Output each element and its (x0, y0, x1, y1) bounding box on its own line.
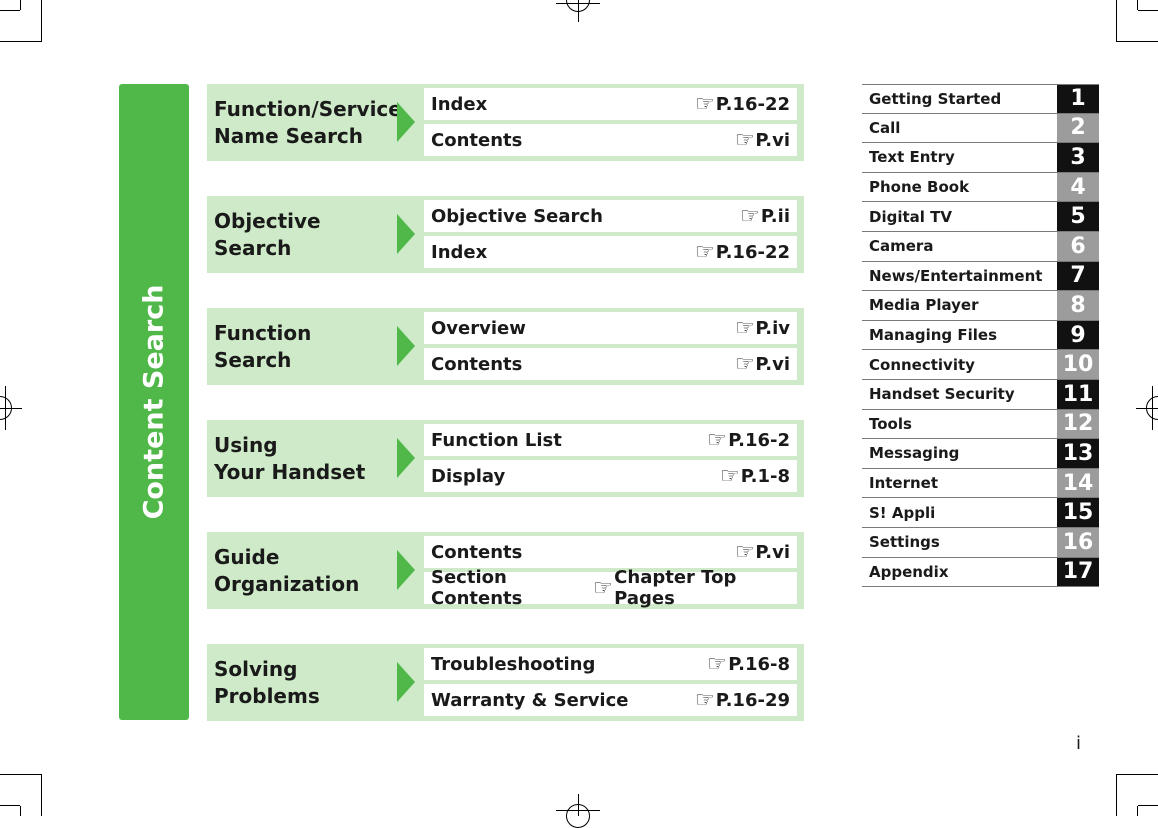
arrow-right-icon (397, 662, 415, 702)
row-name: Contents (431, 129, 523, 151)
search-row-link[interactable] (424, 236, 797, 268)
reference-text: P.ii (760, 205, 790, 227)
reference-text: P.16-22 (715, 93, 790, 115)
search-row-link[interactable] (424, 124, 797, 156)
chapter-item[interactable] (862, 143, 1099, 173)
chapter-item[interactable] (862, 528, 1099, 558)
chapter-item[interactable] (862, 173, 1099, 203)
reference-text: P.vi (755, 353, 790, 375)
chapter-item[interactable] (862, 291, 1099, 321)
page-reference[interactable] (740, 204, 790, 229)
search-group-using-handset (207, 420, 804, 497)
chapter-item[interactable] (862, 262, 1099, 292)
row-name: Contents (431, 353, 523, 375)
chapter-item[interactable] (862, 84, 1099, 114)
row-name: Overview (431, 317, 526, 339)
chapter-number: 3 (1057, 143, 1099, 172)
page-reference[interactable] (695, 688, 790, 713)
arrow-right-icon (397, 326, 415, 366)
chapter-name: Internet (869, 474, 939, 493)
chapter-item[interactable] (862, 321, 1099, 351)
group-label: Guide Organization (214, 544, 360, 596)
chapter-name: Digital TV (869, 207, 952, 226)
chapter-number: 14 (1057, 469, 1099, 498)
search-row-link[interactable] (424, 567, 797, 609)
arrow-right-icon (397, 438, 415, 478)
group-label: Function/Service Name Search (214, 96, 402, 148)
page-reference[interactable] (735, 540, 790, 565)
row-name: Display (431, 465, 506, 487)
search-row-link[interactable] (424, 312, 797, 344)
search-row-link[interactable] (424, 88, 797, 120)
chapter-number: 8 (1057, 291, 1099, 320)
chapter-name: Phone Book (869, 178, 970, 197)
reference-text: P.16-8 (728, 653, 790, 675)
chapter-item[interactable] (862, 469, 1099, 499)
reference-text: P.16-22 (715, 241, 790, 263)
page-reference[interactable] (695, 240, 790, 265)
search-group-guide-organization (207, 532, 804, 609)
chapter-name: Settings (869, 533, 940, 552)
row-name: Section Contents (431, 567, 523, 609)
pointing-hand-icon: ☜ (734, 539, 755, 565)
chapter-item[interactable] (862, 498, 1099, 528)
reference-text: Chapter Top Pages (614, 567, 737, 609)
row-name: Objective Search (431, 205, 603, 227)
chapter-name: Handset Security (869, 385, 1015, 404)
chapter-number: 5 (1057, 202, 1099, 231)
chapter-number: 13 (1057, 439, 1099, 468)
search-row-link[interactable] (424, 200, 797, 232)
chapter-number: 1 (1057, 85, 1099, 113)
arrow-right-icon (397, 102, 415, 142)
pointing-hand-icon: ☜ (734, 351, 755, 377)
search-row-link[interactable] (424, 460, 797, 492)
chapter-name: Call (869, 118, 901, 137)
search-group-function (207, 308, 804, 385)
search-row-link[interactable] (424, 684, 797, 716)
reference-text: P.vi (755, 129, 790, 151)
page-reference[interactable] (735, 128, 790, 153)
chapter-number: 17 (1057, 558, 1099, 587)
chapter-name: Messaging (869, 444, 960, 463)
row-name: Warranty & Service (431, 689, 629, 711)
chapter-item[interactable] (862, 558, 1099, 588)
chapter-name: Appendix (869, 562, 949, 581)
row-name: Index (431, 93, 488, 115)
chapter-number: 16 (1057, 528, 1099, 557)
page-reference[interactable] (707, 428, 790, 453)
group-label: Objective Search (214, 208, 321, 260)
group-label: Solving Problems (214, 656, 320, 708)
chapter-name: Tools (869, 414, 912, 433)
chapter-name: S! Appli (869, 503, 936, 522)
group-label: Using Your Handset (214, 432, 366, 484)
chapter-name: News/Entertainment (869, 266, 1043, 285)
row-name: Index (431, 241, 488, 263)
pointing-hand-icon: ☜ (707, 427, 728, 453)
chapter-number: 2 (1057, 114, 1099, 143)
chapter-name: Connectivity (869, 355, 975, 374)
search-row-link[interactable] (424, 648, 797, 680)
pointing-hand-icon: ☜ (734, 315, 755, 341)
row-name: Contents (431, 541, 523, 563)
chapter-item[interactable] (862, 439, 1099, 469)
chapter-item[interactable] (862, 202, 1099, 232)
page-reference[interactable] (695, 92, 790, 117)
banner-title: Content Search (138, 284, 170, 520)
chapter-item[interactable] (862, 232, 1099, 262)
chapter-number: 15 (1057, 498, 1099, 527)
chapter-item[interactable] (862, 410, 1099, 440)
pointing-hand-icon: ☜ (740, 203, 760, 229)
pointing-hand-icon: ☜ (694, 687, 715, 713)
search-group-solving-problems (207, 644, 804, 721)
page-reference[interactable] (707, 652, 790, 677)
reference-text: P.1-8 (740, 465, 790, 487)
chapter-item[interactable] (862, 114, 1099, 144)
chapter-number: 12 (1057, 410, 1099, 439)
row-name: Function List (431, 429, 562, 451)
chapter-item[interactable] (862, 380, 1099, 410)
chapter-name: Media Player (869, 296, 979, 315)
reference-text: P.iv (755, 317, 790, 339)
pointing-hand-icon: ☜ (707, 651, 728, 677)
page-reference[interactable] (593, 567, 790, 609)
page-reference[interactable] (735, 316, 790, 341)
chapter-index (862, 84, 1099, 587)
row-name: Troubleshooting (431, 653, 596, 675)
search-group-function-service (207, 84, 804, 161)
arrow-right-icon (397, 550, 415, 590)
chapter-number: 4 (1057, 173, 1099, 202)
group-label: Function Search (214, 320, 312, 372)
chapter-name: Text Entry (869, 148, 955, 167)
chapter-name: Getting Started (869, 89, 1002, 108)
search-group-objective (207, 196, 804, 273)
reference-text: P.16-2 (728, 429, 790, 451)
pointing-hand-icon: ☜ (694, 91, 715, 117)
pointing-hand-icon: ☜ (734, 127, 755, 153)
content-search-banner (119, 84, 189, 720)
reference-text: P.16-29 (715, 689, 790, 711)
pointing-hand-icon: ☜ (720, 463, 740, 489)
search-row-link[interactable] (424, 348, 797, 380)
chapter-number: 11 (1057, 380, 1099, 409)
page-reference[interactable] (735, 352, 790, 377)
chapter-name: Managing Files (869, 326, 997, 345)
chapter-number: 6 (1057, 232, 1099, 261)
chapter-number: 10 (1057, 350, 1099, 379)
pointing-hand-icon: ☜ (593, 575, 614, 601)
page-reference[interactable] (720, 464, 790, 489)
pointing-hand-icon: ☜ (694, 239, 715, 265)
chapter-item[interactable] (862, 350, 1099, 380)
arrow-right-icon (397, 214, 415, 254)
page-number: i (1076, 733, 1082, 754)
chapter-number: 7 (1057, 262, 1099, 291)
search-row-link[interactable] (424, 424, 797, 456)
chapter-name: Camera (869, 237, 934, 256)
reference-text: P.vi (755, 541, 790, 563)
search-row-link[interactable] (424, 536, 797, 568)
chapter-number: 9 (1057, 321, 1099, 350)
